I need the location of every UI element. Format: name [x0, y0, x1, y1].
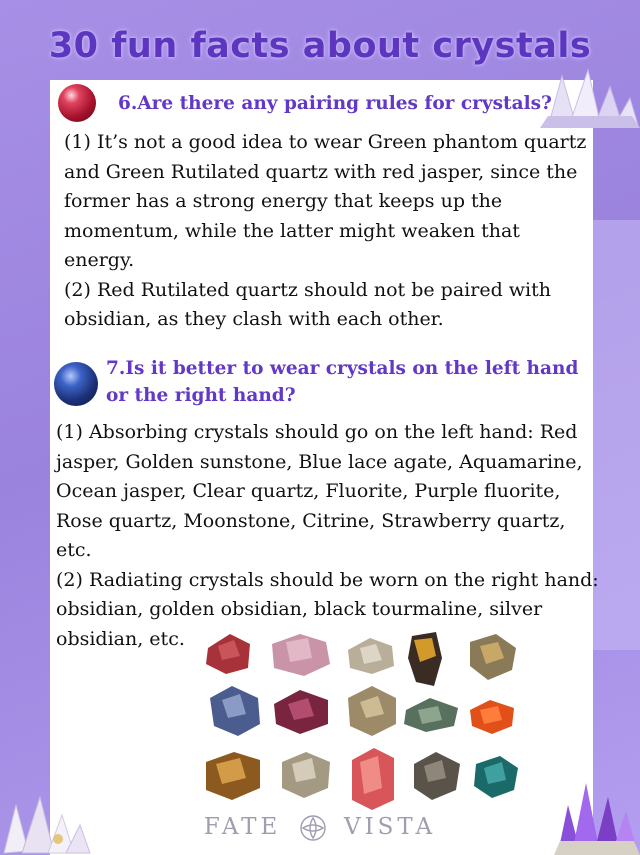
rose-quartz-specimen-icon: [272, 634, 330, 676]
answer-line: jasper, Golden sunstone, Blue lace agate, Aquamarine,: [56, 450, 583, 473]
brand-name-left: FATE: [203, 814, 282, 840]
fluorite-specimen-icon: [404, 698, 458, 732]
background-panel: [592, 220, 640, 650]
golden-sunstone-specimen-icon: [206, 752, 260, 800]
answer-line: Rose quartz, Moonstone, Citrine, Strawberry quartz,: [56, 509, 566, 532]
answer-line: obsidian, etc.: [56, 627, 185, 650]
answer-line: etc.: [56, 539, 92, 561]
golden-obsidian-specimen-icon: [408, 632, 442, 686]
crystal-cluster-top-right-icon: [540, 68, 640, 130]
obsidian-specimen-icon: [414, 752, 460, 800]
moonstone-specimen-icon: [348, 686, 396, 736]
clear-quartz-specimen-icon: [348, 638, 394, 674]
question-6-answer: [64, 128, 586, 335]
strawberry-quartz-specimen-icon: [352, 748, 394, 810]
answer-line: obsidian, golden obsidian, black tourmaline, silver: [56, 598, 543, 620]
blue-lace-agate-specimen-icon: [210, 686, 260, 736]
answer-line: momentum, while the latter might weaken that: [64, 219, 520, 242]
question-6-heading: 6.Are there any pairing rules for crystals?: [118, 93, 552, 114]
lotus-logo-icon: [299, 814, 327, 842]
answer-line: former has a strong energy that keeps up the: [64, 190, 503, 212]
answer-line: (1) It’s not a good idea to wear Green phantom quartz: [64, 131, 587, 153]
red-gemstone-icon: [58, 84, 96, 122]
question-7-heading: [106, 355, 578, 409]
pyrite-specimen-icon: [282, 752, 330, 798]
citrine-cluster-specimen-icon: [470, 634, 516, 680]
page-title: 30 fun facts about crystals: [48, 26, 592, 66]
answer-line: and Green Rutilated quartz with red jasper, since the: [64, 160, 578, 183]
answer-line: Ocean jasper, Clear quartz, Fluorite, Purple fluorite,: [56, 480, 561, 502]
answer-line: (1) Absorbing crystals should go on the left hand: Red: [56, 421, 578, 443]
brand-footer: [0, 814, 640, 842]
answer-line: energy.: [64, 249, 135, 271]
purple-fluorite-specimen-icon: [274, 690, 328, 734]
aquamarine-specimen-icon: [474, 756, 518, 798]
answer-line: obsidian, as they clash with each other.: [64, 308, 444, 330]
crystal-specimens-grid: [200, 628, 525, 813]
question-7-answer: [56, 418, 599, 654]
question-7-heading-line1: 7.Is it better to wear crystals on the left hand: [106, 358, 579, 379]
orange-calcite-specimen-icon: [470, 700, 514, 734]
answer-line: (2) Radiating crystals should be worn on the right hand:: [56, 568, 599, 591]
question-7-heading-line2: or the right hand?: [106, 385, 296, 406]
red-jasper-specimen-icon: [206, 634, 250, 674]
answer-line: (2) Red Rutilated quartz should not be paired with: [64, 278, 551, 301]
lapis-lazuli-sphere-icon: [54, 362, 98, 406]
brand-name-right: VISTA: [343, 814, 437, 840]
